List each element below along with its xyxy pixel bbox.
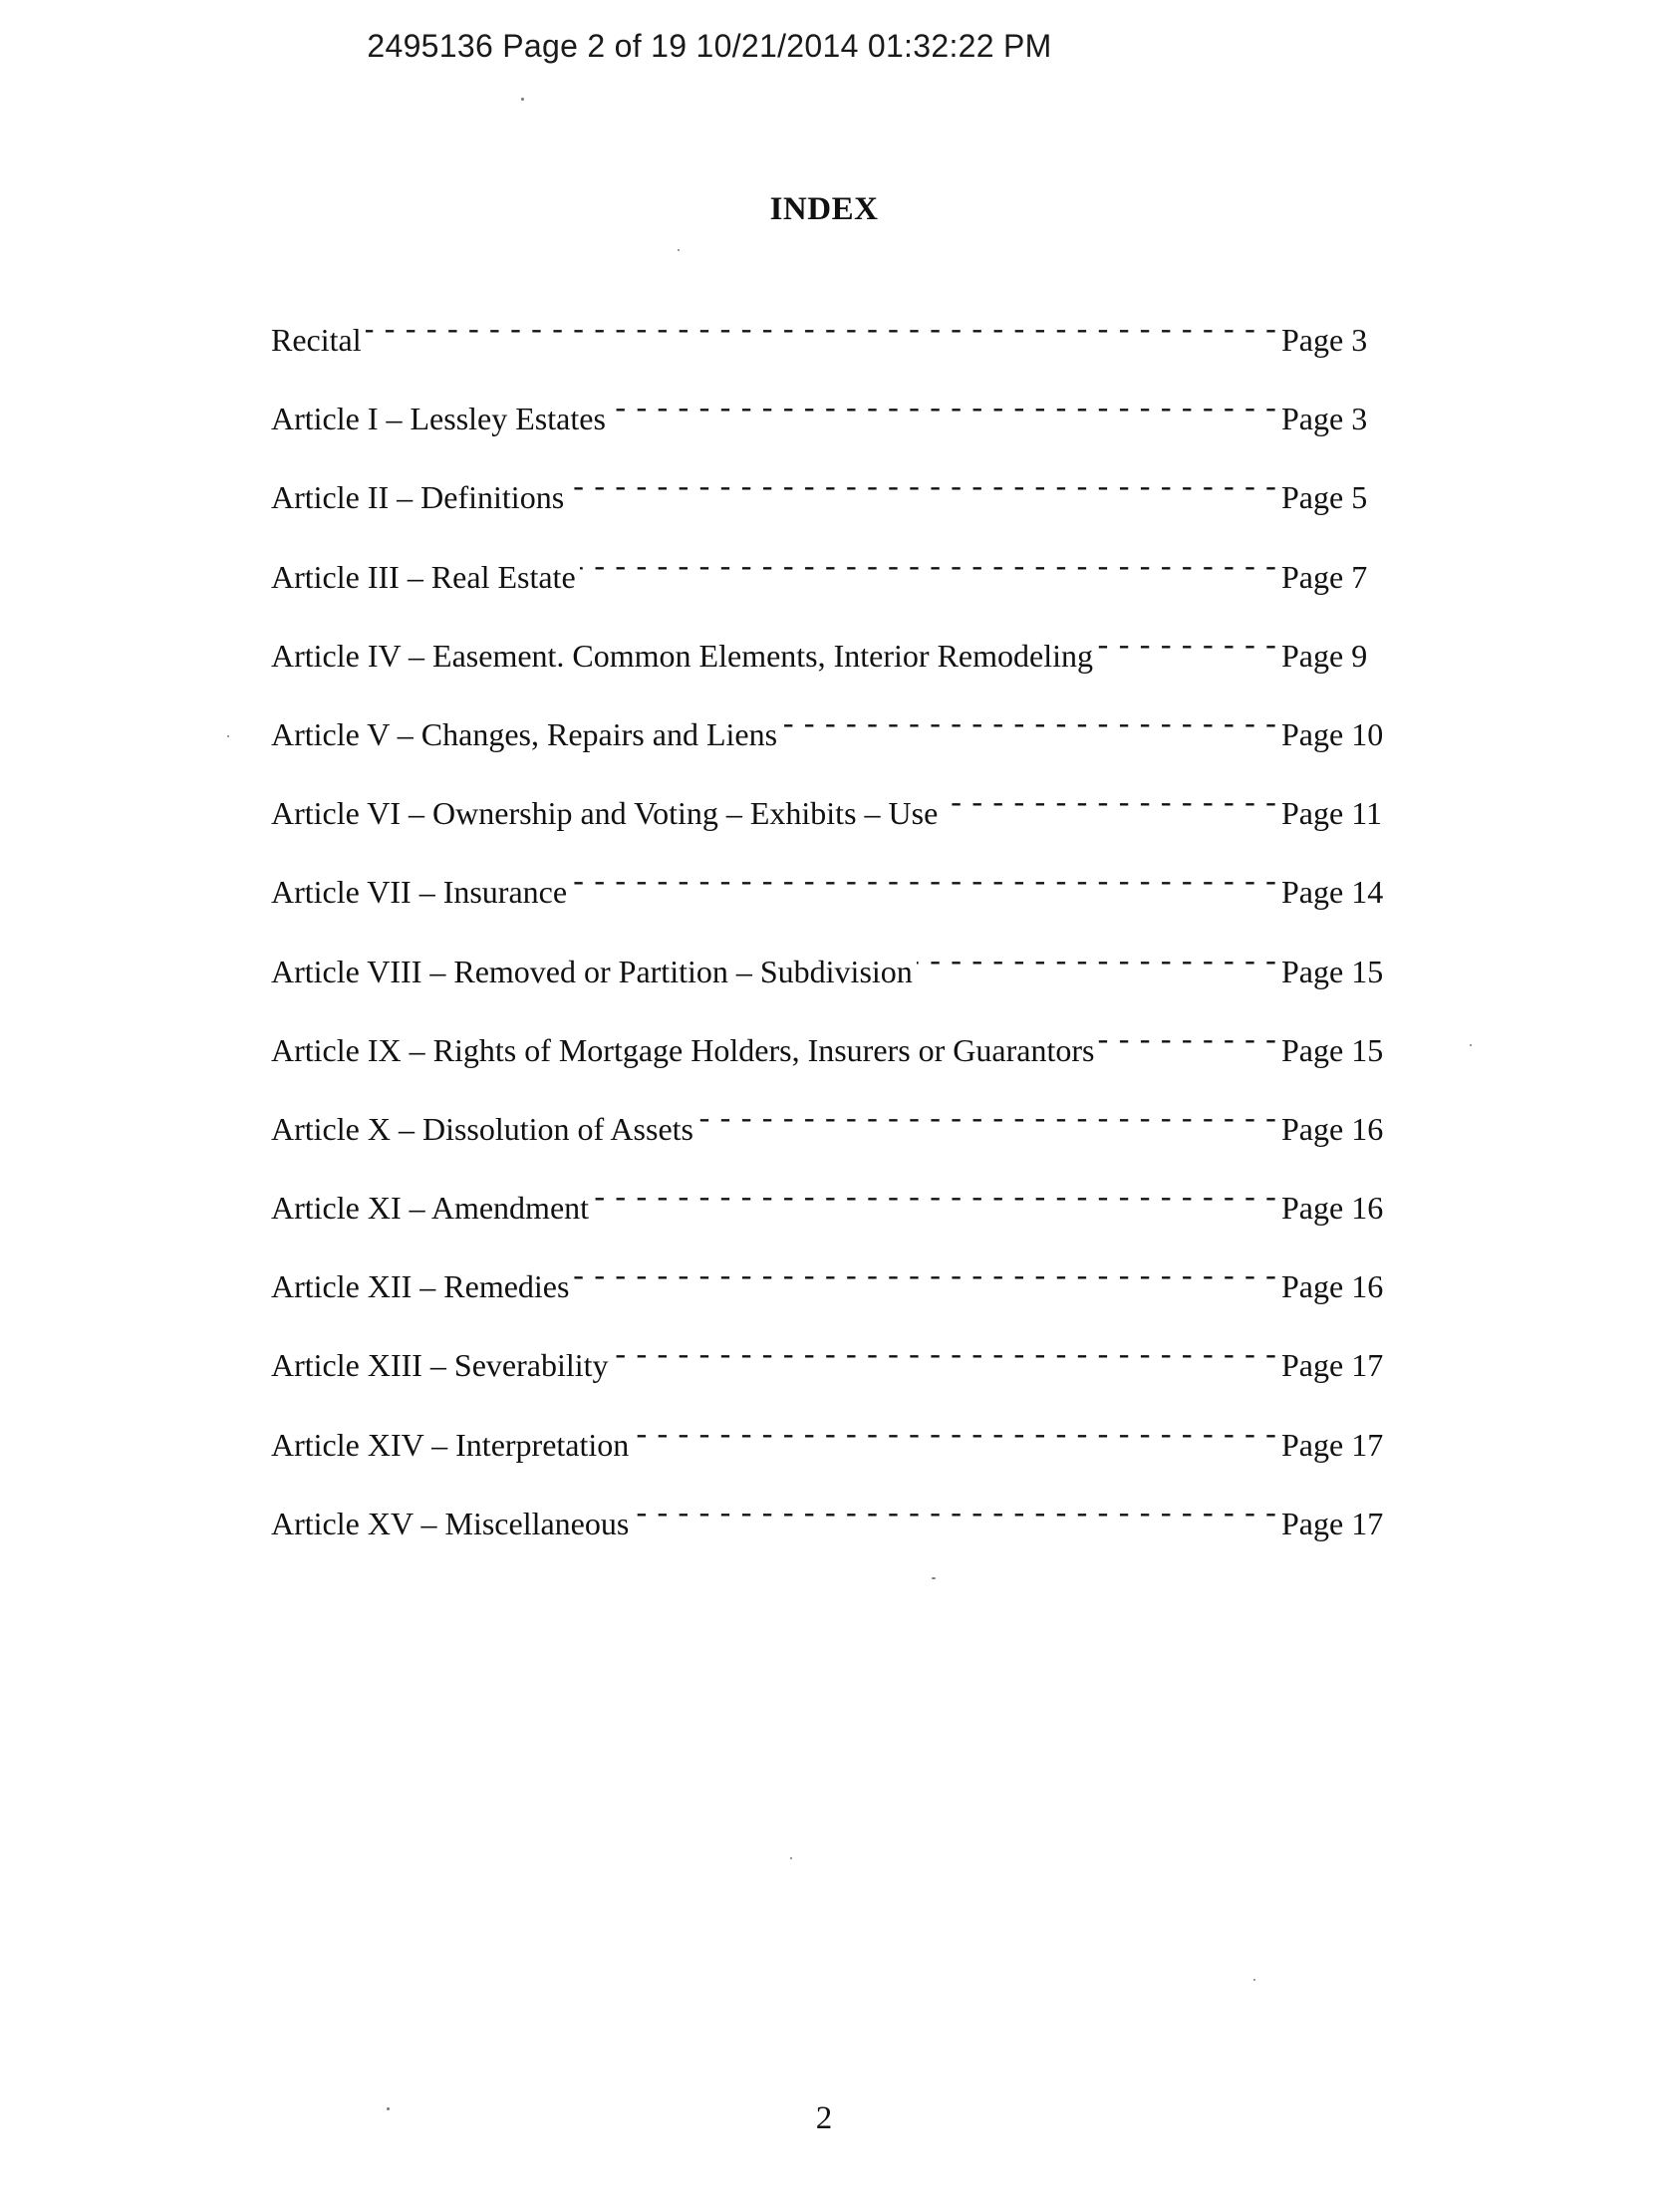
dot-leader	[568, 462, 1277, 508]
toc-entry-page: Page 10	[1281, 715, 1384, 752]
toc-entry-label: Article XIV – Interpretation	[271, 1426, 630, 1463]
toc-entry-label: Article XII – Remedies	[271, 1268, 570, 1305]
scan-speck	[790, 1857, 792, 1859]
toc-entry-page: Page 3	[1281, 401, 1368, 437]
scan-speck	[521, 98, 524, 101]
toc-entry-label: Recital	[271, 322, 362, 358]
toc-entry	[271, 1094, 1389, 1173]
dot-leader	[633, 1410, 1277, 1456]
toc-entry-label: Article XV – Miscellaneous	[271, 1505, 630, 1541]
toc-entry-page: Page 15	[1281, 1031, 1384, 1068]
page-title: INDEX	[769, 191, 879, 227]
toc-entry	[271, 1251, 1389, 1330]
toc-entry-page: Page 16	[1281, 1190, 1384, 1227]
recording-stamp: 2495136 Page 2 of 19 10/21/2014 01:32:22 PM	[367, 28, 1052, 64]
toc-entry	[271, 1489, 1389, 1567]
toc-entry	[271, 937, 1389, 1015]
dot-leader	[781, 699, 1277, 745]
toc-entry-label: Article VII – Insurance	[271, 874, 568, 911]
toc-entry-page: Page 17	[1281, 1505, 1384, 1541]
toc-entry-label: Article IV – Easement. Common Elements, Interior Remodeling	[271, 637, 1093, 674]
toc-entry	[271, 305, 1389, 384]
toc-entry	[271, 1015, 1389, 1094]
scan-speck	[932, 1577, 936, 1579]
toc-entry	[271, 1330, 1389, 1409]
toc-entry-page: Page 16	[1281, 1268, 1384, 1305]
toc-entry-label: Article IX – Rights of Mortgage Holders, Insurers or Guarantors	[271, 1031, 1095, 1068]
toc-entry	[271, 778, 1389, 857]
toc-entry	[271, 699, 1389, 778]
toc-entry	[271, 1173, 1389, 1251]
dot-leader	[613, 1330, 1277, 1376]
dot-leader	[1098, 1015, 1277, 1061]
dot-leader	[697, 1094, 1277, 1140]
toc-entry-label: Article XIII – Severability	[271, 1347, 609, 1384]
dot-leader	[580, 542, 1277, 588]
dot-leader	[1097, 621, 1277, 667]
scan-speck	[1470, 1044, 1472, 1046]
toc-entry-label: Article I – Lessley Estates	[271, 401, 606, 437]
dot-leader	[633, 1489, 1277, 1534]
toc-entry-label: Article VIII – Removed or Partition – Subdivision	[271, 953, 913, 989]
scan-speck	[1253, 1979, 1255, 1981]
dot-leader	[917, 937, 1277, 982]
dot-leader	[942, 778, 1277, 824]
dot-leader	[571, 857, 1277, 903]
toc-entry	[271, 462, 1389, 541]
toc-entry	[271, 621, 1389, 699]
toc-entry-label: Article V – Changes, Repairs and Liens	[271, 715, 778, 752]
toc-entry-label: Article II – Definitions	[271, 479, 565, 516]
toc-entry-page: Page 5	[1281, 479, 1368, 516]
toc-entry-label: Article VI – Ownership and Voting – Exhibits – Use	[271, 795, 939, 832]
dot-leader	[573, 1251, 1277, 1297]
table-of-contents	[271, 305, 1389, 1567]
toc-entry-page: Page 9	[1281, 637, 1368, 674]
toc-entry	[271, 542, 1389, 621]
toc-entry-page: Page 11	[1281, 795, 1383, 832]
dot-leader	[610, 384, 1277, 429]
toc-entry-page: Page 15	[1281, 953, 1384, 989]
scan-speck	[387, 2107, 390, 2110]
toc-entry-page: Page 16	[1281, 1110, 1384, 1147]
toc-entry	[271, 384, 1389, 462]
toc-entry-page: Page 14	[1281, 874, 1384, 911]
toc-entry-page: Page 3	[1281, 322, 1368, 358]
toc-entry-label: Article III – Real Estate	[271, 558, 576, 595]
page-number: 2	[815, 2100, 833, 2136]
scan-speck	[227, 735, 229, 737]
toc-entry	[271, 857, 1389, 936]
toc-entry-page: Page 17	[1281, 1426, 1384, 1463]
dot-leader	[593, 1173, 1277, 1219]
toc-entry	[271, 1410, 1389, 1489]
toc-entry-page: Page 17	[1281, 1347, 1384, 1384]
scan-speck	[678, 249, 680, 251]
toc-entry-page: Page 7	[1281, 558, 1368, 595]
toc-entry-label: Article XI – Amendment	[271, 1190, 590, 1227]
toc-entry-label: Article X – Dissolution of Assets	[271, 1110, 693, 1147]
dot-leader	[366, 305, 1277, 351]
